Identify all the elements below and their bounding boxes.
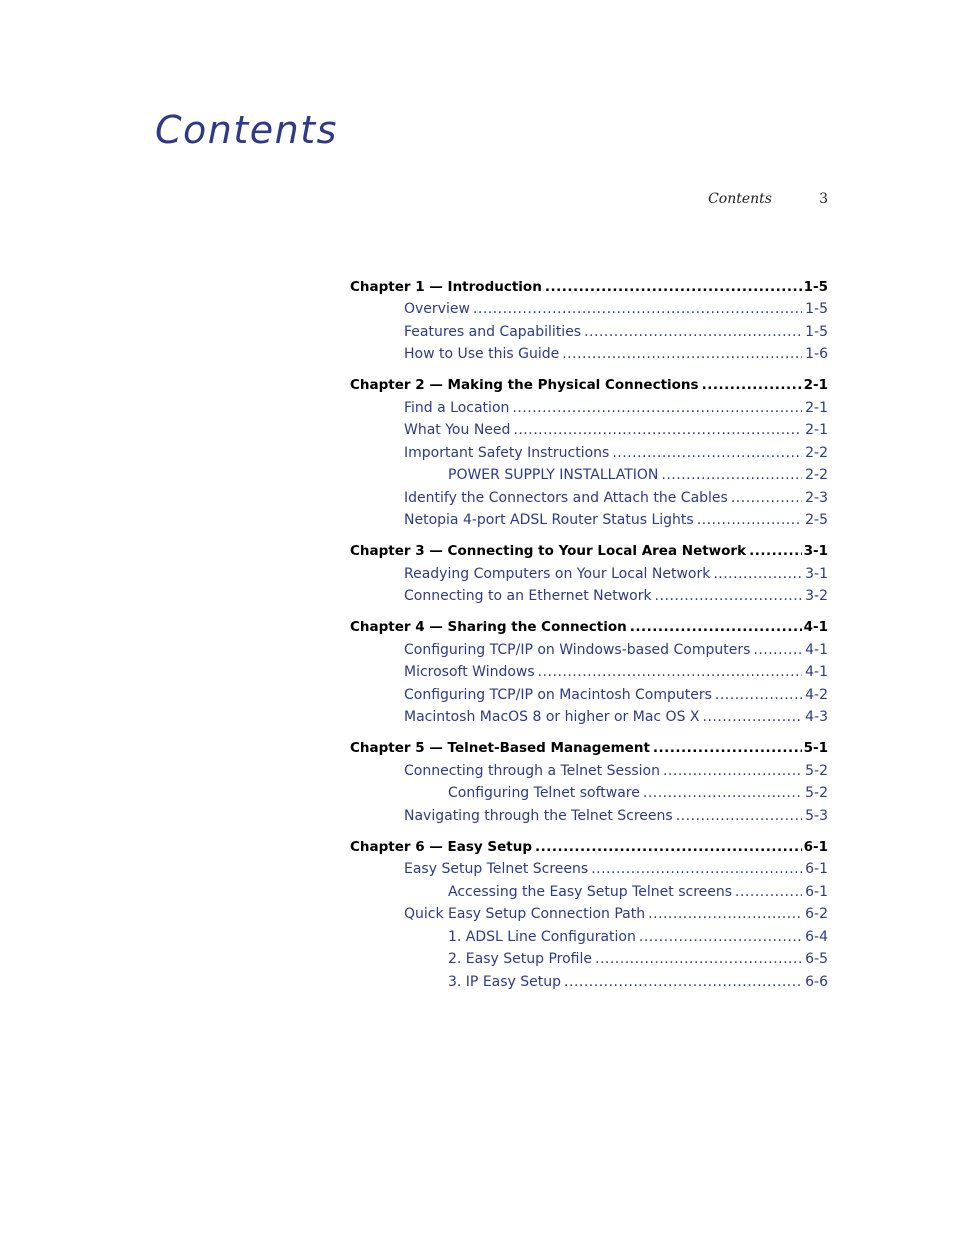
toc-entry-page: 2-1 (803, 377, 828, 393)
toc-dot-leader (713, 564, 802, 584)
toc-entry-page: 3-1 (805, 565, 828, 582)
toc-subsection-link[interactable] (350, 924, 828, 947)
toc-entry-title: Chapter 6 — Easy Setup (350, 838, 533, 855)
toc-section-link[interactable] (350, 637, 828, 660)
toc-entry-page: 4-1 (803, 619, 828, 635)
toc-dot-leader (545, 277, 802, 297)
toc-dot-leader (753, 640, 802, 660)
toc-entry-page: 2-5 (805, 512, 828, 528)
toc-subsection-link[interactable] (350, 969, 828, 992)
toc-entry-page: 6-5 (805, 951, 828, 967)
toc-entry-page: 5-2 (805, 785, 828, 801)
toc-section-link[interactable] (350, 803, 828, 826)
toc-subsection-link[interactable] (350, 879, 828, 902)
toc-entry-title: Microsoft Windows (404, 664, 535, 680)
toc-entry-title: Chapter 3 — Connecting to Your Local Area Network (350, 543, 747, 559)
toc-dot-leader (473, 299, 802, 319)
toc-dot-leader (630, 617, 802, 637)
toc-section-link[interactable] (350, 902, 828, 925)
toc-dot-leader (639, 927, 802, 947)
toc-entry-page: 2-3 (805, 489, 828, 506)
toc-chapter-entry (350, 615, 828, 638)
toc-entry-page: 6-4 (805, 928, 828, 945)
toc-dot-leader (715, 685, 802, 705)
toc-chapter-entry (350, 834, 828, 857)
toc-entry-title: Quick Easy Setup Connection Path (404, 906, 646, 922)
toc-entry-title: Easy Setup Telnet Screens (404, 861, 589, 877)
toc-subsection-link[interactable] (350, 781, 828, 804)
toc-dot-leader (702, 375, 802, 395)
toc-section-link[interactable] (350, 561, 828, 584)
toc-entry-title: Chapter 5 — Telnet-Based Management (350, 740, 650, 756)
toc-entry-page: 1-5 (805, 323, 828, 340)
toc-dot-leader (512, 398, 802, 418)
toc-section-link[interactable] (350, 758, 828, 781)
toc-dot-leader (535, 837, 802, 857)
toc-entry-title: Accessing the Easy Setup Telnet screens (448, 883, 733, 900)
running-head-page-number: 3 (819, 191, 828, 207)
toc-entry-page: 2-2 (805, 444, 828, 461)
toc-entry-page: 1-6 (805, 346, 828, 362)
toc-dot-leader (735, 882, 802, 902)
toc-entry-page: 4-1 (805, 641, 828, 658)
toc-chapter-entry (350, 373, 828, 396)
toc-entry-page: 4-3 (805, 709, 828, 725)
toc-entry-title: Readying Computers on Your Local Network (404, 565, 711, 582)
toc-entry-title: Netopia 4-port ADSL Router Status Lights (404, 512, 694, 528)
toc-dot-leader (513, 420, 802, 440)
toc-dot-leader (591, 859, 802, 879)
toc-dot-leader (653, 738, 802, 758)
toc-section-link[interactable] (350, 395, 828, 418)
toc-entry-title: Chapter 2 — Making the Physical Connections (350, 377, 699, 393)
table-of-contents (350, 274, 828, 992)
toc-dot-leader (663, 761, 802, 781)
toc-entry-title: Connecting through a Telnet Session (404, 762, 660, 779)
toc-entry-title: Important Safety Instructions (404, 444, 610, 461)
toc-entry-page: 3-2 (805, 588, 828, 604)
toc-entry-page: 5-3 (805, 807, 828, 824)
toc-chapter-entry (350, 539, 828, 562)
toc-entry-page: 5-2 (805, 762, 828, 779)
toc-section-link[interactable] (350, 440, 828, 463)
toc-entry-title: POWER SUPPLY INSTALLATION (448, 467, 659, 483)
toc-entry-title: 3. IP Easy Setup (448, 973, 562, 990)
toc-dot-leader (643, 783, 802, 803)
toc-subsection-link[interactable] (350, 463, 828, 486)
toc-section-link[interactable] (350, 342, 828, 365)
toc-entry-title: Find a Location (404, 399, 510, 416)
toc-entry-page: 2-1 (805, 399, 828, 416)
toc-dot-leader (655, 586, 802, 606)
toc-entry-title: Overview (404, 301, 470, 317)
toc-dot-leader (595, 949, 802, 969)
toc-dot-leader (749, 541, 802, 561)
page-title: Contents (155, 108, 338, 152)
toc-entry-title: What You Need (404, 422, 511, 438)
toc-dot-leader (731, 488, 802, 508)
toc-dot-leader (584, 322, 802, 342)
toc-subsection-link[interactable] (350, 947, 828, 970)
toc-entry-page: 2-1 (805, 422, 828, 438)
toc-entry-page: 2-2 (805, 467, 828, 483)
toc-entry-title: Configuring TCP/IP on Windows-based Computers (404, 641, 751, 658)
toc-entry-title: 1. ADSL Line Configuration (448, 928, 636, 945)
toc-dot-leader (648, 904, 802, 924)
toc-entry-page: 1-5 (805, 301, 828, 317)
toc-section-link[interactable] (350, 857, 828, 880)
toc-entry-title: Navigating through the Telnet Screens (404, 807, 673, 824)
toc-entry-title: Macintosh MacOS 8 or higher or Mac OS X (404, 709, 700, 725)
toc-section-link[interactable] (350, 418, 828, 441)
running-head-label: Contents (708, 191, 772, 207)
toc-entry-page: 6-1 (803, 838, 828, 855)
toc-dot-leader (564, 972, 802, 992)
toc-chapter-entry (350, 274, 828, 297)
toc-dot-leader (612, 443, 802, 463)
toc-entry-title: 2. Easy Setup Profile (448, 951, 592, 967)
toc-chapter-entry (350, 736, 828, 759)
toc-section-link[interactable] (350, 297, 828, 320)
toc-entry-page: 3-1 (803, 543, 828, 559)
toc-entry-title: Features and Capabilities (404, 323, 582, 340)
toc-section-link[interactable] (350, 319, 828, 342)
toc-section-link[interactable] (350, 660, 828, 683)
toc-dot-leader (562, 344, 802, 364)
toc-dot-leader (697, 510, 802, 530)
toc-entry-page: 6-1 (805, 883, 828, 900)
toc-entry-page: 4-2 (805, 686, 828, 703)
toc-section-link[interactable] (350, 682, 828, 705)
toc-section-link[interactable] (350, 508, 828, 531)
toc-section-link[interactable] (350, 485, 828, 508)
toc-entry-title: Chapter 1 — Introduction (350, 278, 542, 295)
toc-entry-page: 1-5 (803, 278, 828, 295)
toc-entry-page: 4-1 (805, 664, 828, 680)
toc-dot-leader (538, 662, 802, 682)
toc-entry-page: 6-1 (805, 861, 828, 877)
toc-dot-leader (661, 465, 802, 485)
toc-entry-title: How to Use this Guide (404, 346, 560, 362)
toc-dot-leader (676, 806, 802, 826)
toc-entry-title: Configuring Telnet software (448, 785, 640, 801)
toc-entry-page: 6-2 (805, 906, 828, 922)
toc-dot-leader (703, 707, 803, 727)
toc-section-link[interactable] (350, 705, 828, 728)
toc-entry-title: Chapter 4 — Sharing the Connection (350, 619, 627, 635)
toc-entry-title: Connecting to an Ethernet Network (404, 588, 652, 604)
running-head (600, 191, 828, 211)
toc-entry-page: 6-6 (805, 973, 828, 990)
toc-entry-title: Configuring TCP/IP on Macintosh Computers (404, 686, 712, 703)
toc-entry-page: 5-1 (803, 740, 828, 756)
toc-section-link[interactable] (350, 584, 828, 607)
toc-entry-title: Identify the Connectors and Attach the Cables (404, 489, 728, 506)
